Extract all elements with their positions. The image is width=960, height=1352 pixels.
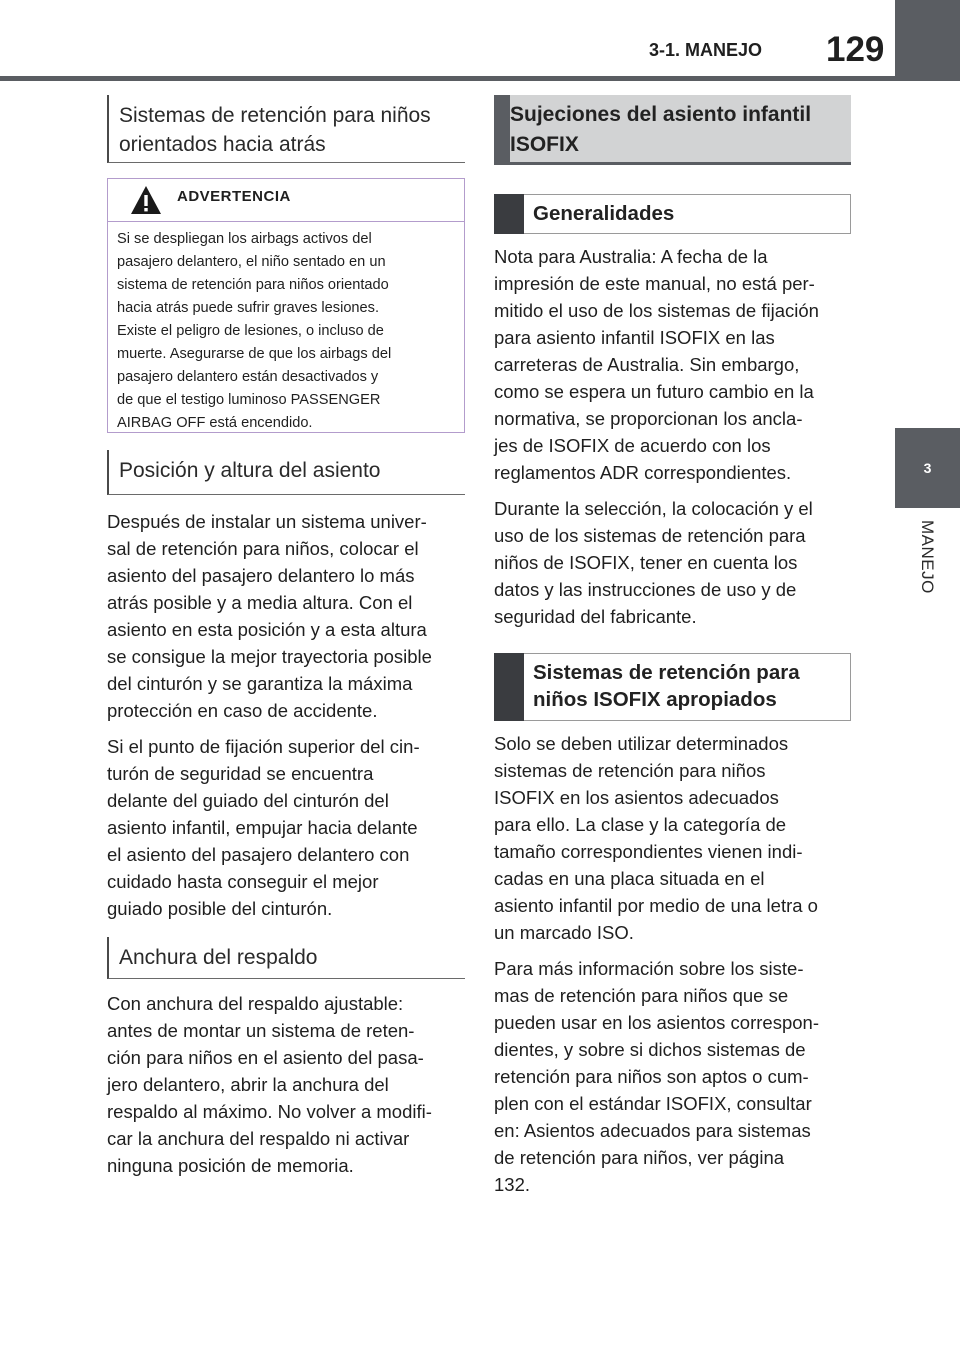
section-title: 3-1. MANEJO [649, 40, 763, 60]
header-side-block [895, 0, 960, 76]
heading-isofix-suitable: Sistemas de retención para niños ISOFIX apropiados [494, 653, 851, 721]
warning-text: Si se despliegan los airbags activos del pasajero delantero, el niño sentado en un sistema de retención para niños orientado hacia atrás puede sufrir graves lesiones. Existe el peligro de lesiones, o incluso de muerte. Asegurarse de que los airbags del pasajero delantero están desactivados y de que el testigo luminoso PASSENGER AIRBAG OFF está encendido. [117, 231, 392, 431]
chapter-tab-number[interactable]: 3 [895, 428, 960, 508]
heading-seat-position: Posición y altura del asiento [107, 450, 465, 495]
page-number: 129 [826, 30, 885, 69]
paragraph-isofix-suitable: Solo se deben utilizar determinados sistemas de retención para niños ISOFIX en los asientos adecuados para ello. La clase y la categoría de tamaño correspondientes vienen indi- cadas en una placa situada en el asiento infantil por medio de una letra o un marcado ISO. Para más información sobre los siste- mas de retención para niños que se pueden usar en los asientos correspon- dientes, y sobre si dichos sistemas de retención para niños son aptos o cum- plen con el estándar ISOFIX, consultar en: Asientos adecuados para sistemas de retención para niños, ver página 132. [494, 733, 819, 1195]
heading-isofix-anchors: Sujeciones del asiento infantil ISOFIX [494, 95, 851, 165]
heading-rearward-restraints: Sistemas de retención para niños orientados hacia atrás [107, 95, 465, 163]
warning-header [108, 179, 464, 222]
paragraph-general: Nota para Australia: A fecha de la impresión de este manual, no está per- mitido el uso de los sistemas de fijación para asiento infantil ISOFIX en las carreteras de Australia. Sin embargo, como se espera un futuro cambio en la normativa, se proporcionan los ancla- jes de ISOFIX de acuerdo con los reglamentos ADR correspondientes. Durante la selección, la colocación y el uso de los sistemas de retención para niños de ISOFIX, tener en cuenta los datos y las instrucciones de uso y de seguridad del fabricante. [494, 246, 819, 627]
chapter-tab-label: MANEJO [918, 520, 937, 594]
heading-backrest-width: Anchura del respaldo [107, 937, 465, 979]
warning-title: ADVERTENCIA [177, 188, 291, 205]
heading-general: Generalidades [494, 194, 851, 234]
warning-box [107, 178, 465, 433]
header-rule [0, 76, 960, 81]
paragraph-backrest-width: Con anchura del respaldo ajustable: antes de montar un sistema de reten- ción para niños en el asiento del pasa- jero delantero, abrir la anchura del respaldo al máximo. No volver a modifi- car la anchura del respaldo ni activar ninguna posición de memoria. [107, 993, 432, 1176]
warning-triangle-icon [130, 185, 162, 215]
paragraph-seat-position: Después de instalar un sistema univer- sal de retención para niños, colocar el asiento del pasajero delantero lo más atrás posible y a media altura. Con el asiento en esta posición y a esta altura se consigue la mejor trayectoria posible del cinturón y se garantiza la máxima protección en caso de accidente. Si el punto de fijación superior del cin- turón de seguridad se encuentra delante del guiado del cinturón del asiento infantil, empujar hacia delante el asiento del pasajero delantero con cuidado hasta conseguir el mejor guiado posible del cinturón. [107, 511, 432, 919]
